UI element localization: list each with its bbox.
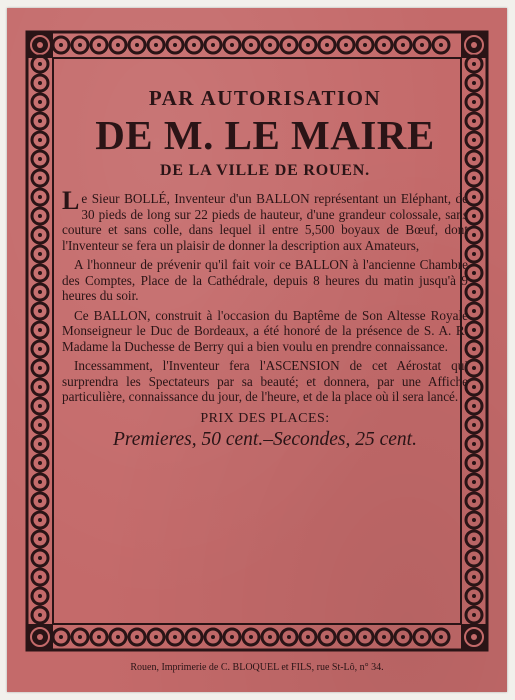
border-dot — [439, 43, 443, 47]
border-dot — [472, 119, 476, 123]
border-dot — [268, 635, 272, 639]
heading-city: DE LA VILLE DE ROUEN. — [160, 162, 370, 179]
border-dot — [472, 309, 476, 313]
prices-line: Premieres, 50 cent.–Secondes, 25 cent. — [113, 428, 417, 450]
border-dot — [38, 442, 42, 446]
border-dot — [472, 537, 476, 541]
border-dot — [97, 43, 101, 47]
border-dot — [211, 43, 215, 47]
border-dot — [306, 635, 310, 639]
border-dot — [38, 176, 42, 180]
border-dot — [38, 290, 42, 294]
border-dot — [38, 138, 42, 142]
prices-title: PRIX DES PLACES: — [200, 410, 330, 426]
border-dot — [78, 43, 82, 47]
poster-body — [62, 186, 468, 405]
border-dot — [38, 575, 42, 579]
border-dot — [472, 290, 476, 294]
drop-cap: L — [62, 186, 80, 215]
border-dot — [38, 195, 42, 199]
border-dot — [472, 499, 476, 503]
border-dot — [472, 347, 476, 351]
border-dot — [154, 635, 158, 639]
border-dot — [38, 309, 42, 313]
border-dot — [38, 157, 42, 161]
border-dot — [38, 233, 42, 237]
border-dot — [472, 214, 476, 218]
border-dot — [401, 635, 405, 639]
border-dot — [249, 43, 253, 47]
border-dot — [38, 62, 42, 66]
paragraph-2: A l'honneur de prévenir qu'il fait voir ce BALLON à l'ancienne Chambre des Comptes, Place de la Cathédrale, depuis 8 heures du matin jusqu'à 9 heures du soir. — [62, 257, 468, 303]
border-dot — [472, 157, 476, 161]
border-dot — [192, 43, 196, 47]
border-dot — [38, 461, 42, 465]
border-dot — [401, 43, 405, 47]
border-dot — [472, 328, 476, 332]
border-dot — [173, 635, 177, 639]
border-dot — [472, 271, 476, 275]
border-dot — [472, 385, 476, 389]
border-dot — [472, 575, 476, 579]
border-dot — [230, 43, 234, 47]
border-dot — [472, 195, 476, 199]
heading-mayor: DE M. LE MAIRE — [95, 112, 435, 158]
border-dot — [38, 480, 42, 484]
border-dot — [249, 635, 253, 639]
border-dot — [363, 43, 367, 47]
border-dot — [38, 499, 42, 503]
border-dot — [472, 100, 476, 104]
border-dot — [472, 233, 476, 237]
border-dot — [38, 366, 42, 370]
border-dot — [154, 43, 158, 47]
border-dot — [59, 635, 63, 639]
border-dot — [38, 271, 42, 275]
border-dot — [439, 635, 443, 639]
corner-rosette-center — [37, 634, 43, 640]
corner-rosette-center — [37, 42, 43, 48]
border-dot — [38, 385, 42, 389]
border-dot — [38, 119, 42, 123]
border-dot — [472, 594, 476, 598]
border-dot — [472, 442, 476, 446]
border-dot — [325, 635, 329, 639]
border-dot — [38, 328, 42, 332]
poster-sheet — [7, 8, 507, 692]
border-dot — [116, 43, 120, 47]
border-dot — [472, 62, 476, 66]
border-dot — [135, 43, 139, 47]
border-dot — [268, 43, 272, 47]
border-dot — [306, 43, 310, 47]
border-dot — [472, 138, 476, 142]
border-dot — [59, 43, 63, 47]
border-dot — [38, 81, 42, 85]
corner-rosette-center — [471, 634, 477, 640]
border-dot — [38, 252, 42, 256]
border-dot — [472, 613, 476, 617]
border-dot — [38, 423, 42, 427]
border-dot — [78, 635, 82, 639]
heading-authorisation: PAR AUTORISATION — [148, 86, 382, 110]
border-dot — [38, 537, 42, 541]
border-dot — [325, 43, 329, 47]
border-dot — [472, 81, 476, 85]
corner-rosette-center — [471, 42, 477, 48]
border-dot — [382, 635, 386, 639]
paragraph-3: Ce BALLON, construit à l'occasion du Baptême de Son Altesse Royale Monseigneur le Duc de Bordeaux, a été honoré de la présence de S. A. R. Madame la Duchesse de Berry qui a bien voulu en prendre connaissance. — [62, 307, 468, 354]
border-dot — [344, 43, 348, 47]
border-dot — [420, 43, 424, 47]
border-dot — [135, 635, 139, 639]
border-dot — [472, 461, 476, 465]
border-dot — [344, 635, 348, 639]
paragraph-1-text: e Sieur BOLLÉ, Inventeur d'un BALLON représentant un Eléphant, de 30 pieds de long sur 22 pieds de hauteur, d'une grandeur colossale, sans couture et sans colle, dans lequel il entre 5,500 boyaux de Bœuf, dont l'Inventeur se fera un plaisir de donner la description aux Amateurs, — [62, 191, 468, 253]
border-dot — [38, 518, 42, 522]
border-dot — [211, 635, 215, 639]
printer-footer: Rouen, Imprimerie de C. BLOQUEL et FILS, rue St-Lô, n° 34. — [130, 662, 384, 673]
border-dot — [38, 404, 42, 408]
border-dot — [38, 594, 42, 598]
border-dot — [472, 423, 476, 427]
border-dot — [420, 635, 424, 639]
border-dot — [382, 43, 386, 47]
border-dot — [472, 366, 476, 370]
border-dot — [472, 480, 476, 484]
border-dot — [116, 635, 120, 639]
border-dot — [472, 518, 476, 522]
border-dot — [38, 613, 42, 617]
border-dot — [230, 635, 234, 639]
paragraph-1 — [62, 186, 468, 253]
border-dot — [287, 43, 291, 47]
border-dot — [38, 100, 42, 104]
border-dot — [97, 635, 101, 639]
border-dot — [173, 43, 177, 47]
border-dot — [38, 347, 42, 351]
paragraph-4: Incessamment, l'Inventeur fera l'ASCENSION de cet Aérostat qui surprendra les Spectateurs par sa beauté; et donnera, par une Affiche particulière, connaissance du jour, de l'heure, et de la place où il sera lancé. — [62, 358, 468, 404]
border-dot — [472, 176, 476, 180]
border-dot — [363, 635, 367, 639]
border-dot — [287, 635, 291, 639]
poster-content — [62, 86, 468, 451]
border-dot — [472, 556, 476, 560]
border-dot — [38, 556, 42, 560]
border-dot — [38, 214, 42, 218]
border-dot — [472, 252, 476, 256]
border-dot — [192, 635, 196, 639]
border-dot — [472, 404, 476, 408]
